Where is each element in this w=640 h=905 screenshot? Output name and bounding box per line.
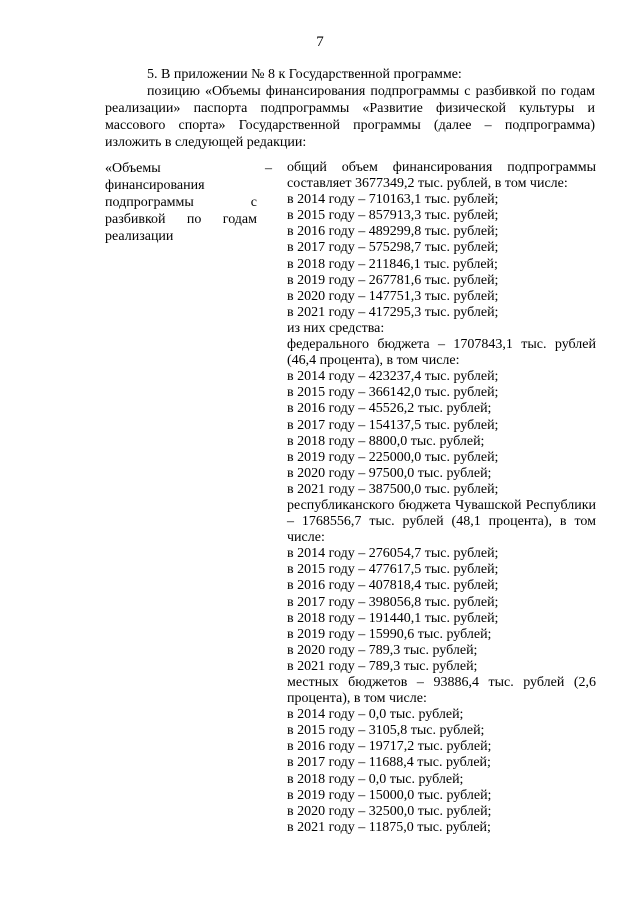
local-budget: местных бюджетов – 93886,4 тыс. рублей (2,6 процента), в том числе: [287,675,596,707]
local-year-line: в 2015 году – 3105,8 тыс. рублей; [287,723,485,739]
local-year-line: в 2021 году – 11875,0 тыс. рублей; [287,819,491,835]
local-year-line: в 2019 году – 15000,0 тыс. рублей; [287,787,492,803]
local-year-line: в 2014 году – 0,0 тыс. рублей; [287,707,464,723]
page-number: 7 [316,34,324,50]
republic-year-line: в 2019 году – 15990,6 тыс. рублей; [287,626,492,642]
federal-year-line: в 2018 году – 8800,0 тыс. рублей; [287,433,485,449]
republic-year-line: в 2015 году – 477617,5 тыс. рублей; [287,562,499,578]
total-year-line: в 2014 году – 710163,1 тыс. рублей; [287,192,499,208]
of-them-label: из них средства: [287,320,385,336]
intro-block [105,66,595,151]
total-funding: общий объем финансирования подпрограммы составляет 3677349,2 тыс. рублей, в том числе: [287,160,596,192]
separator-dash: – [265,161,272,176]
total-year-line: в 2020 году – 147751,3 тыс. рублей; [287,288,499,304]
federal-year-line: в 2019 году – 225000,0 тыс. рублей; [287,449,499,465]
total-year-line: в 2019 году – 267781,6 тыс. рублей; [287,272,499,288]
federal-year-line: в 2017 году – 154137,5 тыс. рублей; [287,417,499,433]
total-year-line: в 2015 году – 857913,3 тыс. рублей; [287,208,499,224]
local-year-line: в 2016 году – 19717,2 тыс. рублей; [287,739,492,755]
federal-budget: федерального бюджета – 1707843,1 тыс. рублей (46,4 процента), в том числе: [287,337,596,369]
position-label: «Объемы финансирования подпрограммы с разбивкой по годам реализации [105,161,257,244]
total-year-line: в 2021 году – 417295,3 тыс. рублей; [287,304,499,320]
local-year-line: в 2018 году – 0,0 тыс. рублей; [287,771,464,787]
federal-year-line: в 2016 году – 45526,2 тыс. рублей; [287,401,492,417]
local-year-line: в 2020 году – 32500,0 тыс. рублей; [287,803,492,819]
federal-year-line: в 2015 году – 366142,0 тыс. рублей; [287,385,499,401]
republic-year-line: в 2021 году – 789,3 тыс. рублей; [287,658,478,674]
republic-year-line: в 2020 году – 789,3 тыс. рублей; [287,642,478,658]
total-year-line: в 2016 году – 489299,8 тыс. рублей; [287,224,499,240]
republic-year-line: в 2018 году – 191440,1 тыс. рублей; [287,610,499,626]
republic-year-line: в 2016 году – 407818,4 тыс. рублей; [287,578,499,594]
republic-year-line: в 2017 году – 398056,8 тыс. рублей; [287,594,499,610]
intro-paragraph: позицию «Объемы финансирования подпрограммы с разбивкой по годам реализации» паспорта подпрограммы «Развитие физической культуры и массового спорта» Государственной программы (далее – подпрограмма) изложить в следующей редакции: [105,84,595,150]
total-year-line: в 2017 году – 575298,7 тыс. рублей; [287,240,499,256]
federal-year-line: в 2014 году – 423237,4 тыс. рублей; [287,369,499,385]
republic-year-line: в 2014 году – 276054,7 тыс. рублей; [287,546,499,562]
local-year-line: в 2017 году – 11688,4 тыс. рублей; [287,755,491,771]
funding-details [287,160,596,836]
republic-budget: республиканского бюджета Чувашской Республики – 1768556,7 тыс. рублей (48,1 процента), в том числе: [287,497,596,546]
intro-heading: 5. В приложении № 8 к Государственной программе: [147,67,462,82]
federal-year-line: в 2021 году – 387500,0 тыс. рублей; [287,481,499,497]
total-year-line: в 2018 году – 211846,1 тыс. рублей; [287,256,498,272]
federal-year-line: в 2020 году – 97500,0 тыс. рублей; [287,465,492,481]
